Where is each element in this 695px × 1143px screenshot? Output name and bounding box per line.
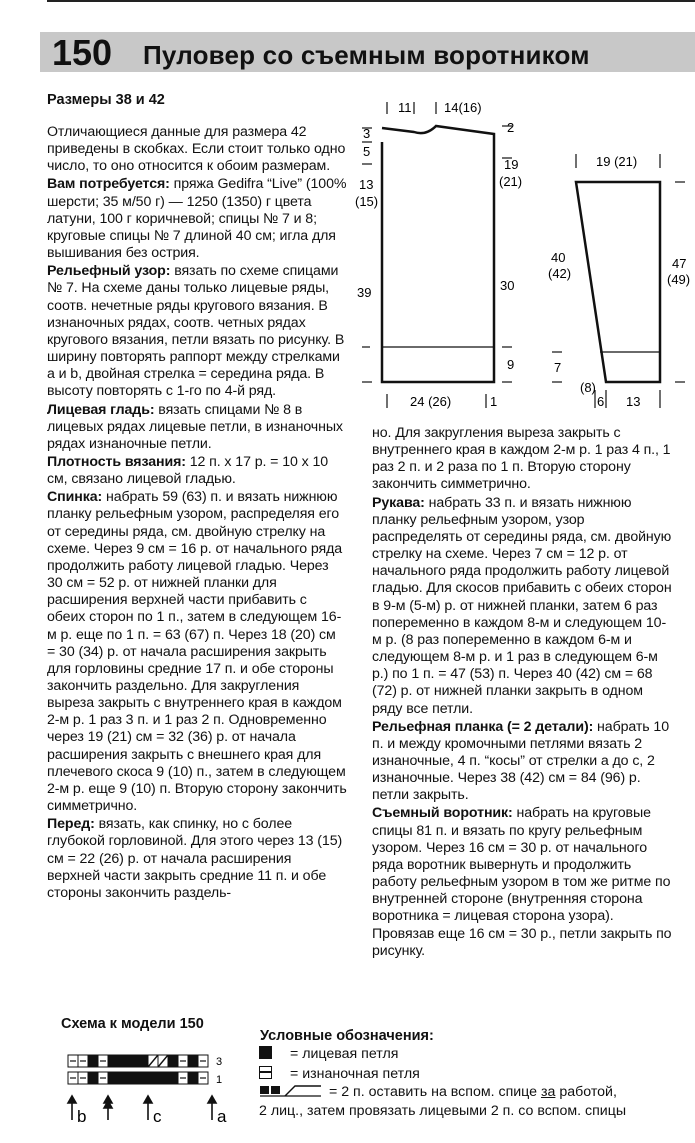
front-label: Перед: bbox=[47, 816, 95, 833]
sleeve-dim-7: 7 bbox=[554, 360, 562, 375]
chart-grid bbox=[68, 1055, 208, 1084]
collar-label: Съемный воротник: bbox=[372, 805, 513, 822]
right-column bbox=[372, 425, 674, 960]
sleeves-label: Рукава: bbox=[372, 494, 425, 511]
stitch-chart bbox=[64, 1052, 244, 1128]
cable-symbol-icon bbox=[259, 1084, 323, 1098]
arrow-label-c: c bbox=[153, 1107, 162, 1126]
chart-cell bbox=[88, 1072, 98, 1084]
legend-cable-text-b: работой, bbox=[555, 1084, 617, 1100]
dim-top-right: 14(16) bbox=[444, 100, 482, 115]
arrow-label-a: a bbox=[217, 1107, 227, 1126]
chart-cell bbox=[168, 1055, 178, 1067]
chart-cell bbox=[128, 1055, 138, 1067]
sizes-heading: Размеры 38 и 42 bbox=[47, 92, 165, 108]
dim-top-left: 11 bbox=[398, 100, 412, 115]
intro-paragraph: Отличающиеся данные для размера 42 приведены в скобках. Если стоит только одно число, то оно относится к обоим размерам. bbox=[47, 124, 346, 175]
gauge-paragraph bbox=[47, 454, 347, 488]
legend-purl-text: = изнаночная петля bbox=[290, 1066, 420, 1082]
dim-right-9: 9 bbox=[507, 357, 515, 372]
dim-bottom-width: 24 (26) bbox=[410, 394, 452, 409]
chart-cell bbox=[128, 1072, 138, 1084]
scheme-title: Схема к модели 150 bbox=[61, 1016, 204, 1032]
dim-left-3: 3 bbox=[363, 126, 371, 141]
page-title: Пуловер со съемным воротником bbox=[143, 40, 590, 70]
legend-cable-text-a: = 2 п. оставить на вспом. спице bbox=[329, 1084, 541, 1100]
materials-paragraph bbox=[47, 176, 347, 262]
stockinette-paragraph bbox=[47, 402, 347, 453]
chart-cell bbox=[138, 1055, 148, 1067]
dim-left-39: 39 bbox=[357, 285, 372, 300]
front-paragraph bbox=[47, 816, 347, 902]
sleeve-dim-8: (8) bbox=[580, 380, 596, 395]
sleeve-dim-13: 13 bbox=[626, 394, 641, 409]
front-text: вязать, как спинку, но с более глубокой горловиной. Для этого через 13 (15) см = 22 (26) р. от начала расширения верхней части закрыть средние 11 п. и обе стороны закончить раздель- bbox=[47, 816, 343, 901]
top-rule bbox=[47, 0, 695, 2]
arrow-label-b: b bbox=[77, 1107, 87, 1126]
relief-label: Рельефный узор: bbox=[47, 263, 171, 280]
knit-symbol-icon bbox=[259, 1046, 272, 1059]
sleeve-dim-42: (42) bbox=[548, 266, 572, 281]
legend-cable-underlined: за bbox=[540, 1084, 556, 1100]
relief-paragraph bbox=[47, 263, 347, 400]
chart-cell bbox=[188, 1055, 198, 1067]
dim-right-21: (21) bbox=[499, 174, 523, 189]
chart-cell bbox=[158, 1072, 168, 1084]
chart-cell bbox=[118, 1072, 128, 1084]
dim-left-15: (15) bbox=[355, 194, 379, 209]
legend-knit bbox=[259, 1046, 398, 1063]
sleeve-dim-6: 6 bbox=[597, 394, 605, 409]
sleeve-dim-top: 19 (21) bbox=[596, 154, 638, 169]
chart-cell bbox=[138, 1072, 148, 1084]
sleeve-dim-49: (49) bbox=[667, 272, 691, 287]
dim-right-2: 2 bbox=[507, 120, 515, 135]
sleeve-pattern-diagram bbox=[540, 150, 695, 415]
purl-symbol-icon bbox=[259, 1066, 272, 1079]
sleeve-dim-47: 47 bbox=[672, 256, 687, 271]
legend-purl bbox=[259, 1066, 420, 1083]
band-label: Рельефная планка (= 2 детали): bbox=[372, 718, 594, 735]
materials-label: Вам потребуется: bbox=[47, 176, 170, 193]
chart-cell bbox=[118, 1055, 128, 1067]
back-text: набрать 59 (63) п. и вязать нижнюю планку рельефным узором, распределяя его от середины ряда, см. двойную стрелку на схеме. Через 9 см = 16 р. от начального ряда продолжить работу лицевой гладью. Через 30 см = 52 р. от нижней планки для расширения верхней части прибавить с обеих сторон по 1 п., затем в следующем 16-м р. еще по 1 п. = 63 (67) п. Через 18 (20) см = 30 (34) р. от начала расширения закрыть для горловины средние 17 п. и обе стороны закончить раздельно. Для закругления выреза закрыть с внутреннего края в каждом 2-м р. 1 раз 3 п. и 1 раз 2 п. Одновременно через 19 (21) см = 32 (36) р. от начала расширения закрыть с внешнего края для плечевого скоса 9 (10) п., затем в следующем 2-м р. еще 9 (10) п. Вторую сторону закончить симметрично. bbox=[47, 489, 347, 815]
legend-title: Условные обозначения: bbox=[260, 1028, 434, 1044]
stockinette-label: Лицевая гладь: bbox=[47, 401, 155, 418]
sleeves-paragraph bbox=[372, 495, 674, 718]
dim-bottom-one: 1 bbox=[490, 394, 498, 409]
chart-cell bbox=[88, 1055, 98, 1067]
back-paragraph bbox=[47, 489, 347, 815]
chart-cell bbox=[188, 1072, 198, 1084]
chart-cell bbox=[168, 1072, 178, 1084]
collar-paragraph bbox=[372, 805, 674, 959]
relief-text: вязать по схеме спицами № 7. На схеме даны только лицевые ряды, соотв. нечетные ряды кругового вязания. В изнаночных рядах, соотв. четных рядах кругового вязания, петли вязать по рисунку. В ширину повторять раппорт между стрелками a и b, двойная стрелка = середина ряда. В высоту повторять с 1-го по 4-й ряд. bbox=[47, 263, 345, 400]
legend-cable-line2: 2 лиц., затем провязать лицевыми 2 п. со вспом. спицы bbox=[259, 1103, 627, 1119]
dim-left-13: 13 bbox=[359, 177, 374, 192]
front-continuation: но. Для закругления выреза закрыть с внутреннего края в каждом 2-м р. 1 раз 4 п., 1 раз 2 п. и 2 раза по 1 п. Вторую сторону закончить симметрично. bbox=[372, 425, 671, 493]
back-label: Спинка: bbox=[47, 489, 103, 506]
sleeves-text: набрать 33 п. и вязать нижнюю планку рельефным узором, узор распределять от середины ряда, см. двойную стрелку на схеме. Через 7 см = 12 р. от начального ряда продолжить работу лицевой гладью. Для скосов прибавить с обеих сторон в 9-м (5-м) р. от нижней планки, затем 6 раз попеременно в каждом 8-м и следующем 10-м р. (8 раз попеременно в каждом 6-м и следующем 8-м р. и 1 раз в следующем 6-м р.) по 1 п. = 47 (53) п. Через 40 (42) см = 68 (72) р. от нижней планки закрыть в одном ряду все петли. bbox=[372, 494, 672, 717]
legend-knit-text: = лицевая петля bbox=[290, 1046, 399, 1062]
model-number: 150 bbox=[52, 32, 113, 73]
materials-text: пряжа Gedifra “Live” (100% шерсти; 35 м/50 г) — 1250 (1350) г цвета латуни, 100 г коричневой; спицы № 7 и 8; круговые спицы № 7 длиной 40 см; игла для вышивания без острия. bbox=[47, 176, 347, 262]
band-paragraph bbox=[372, 719, 674, 805]
collar-text: набрать на круговые спицы 81 п. и вязать по кругу рельефным узором. Через 16 см = 30 р. от начального ряда воротник вывернуть и продолжить работу рельефным узором в том же ритме по внутренней стороне (внутренняя сторона воротника = лицевая сторона узора). Провязав еще 16 см = 30 р., петли закрыть по рисунку. bbox=[372, 805, 672, 959]
gauge-text: 12 п. х 17 р. = 10 х 10 см, связано лицевой гладью. bbox=[47, 453, 329, 488]
stockinette-text: вязать спицами № 8 в лицевых рядах лицевые петли, в изнаночных рядах изнаночные петли. bbox=[47, 401, 343, 452]
dim-right-19: 19 bbox=[504, 157, 519, 172]
body-pattern-diagram bbox=[352, 92, 527, 422]
dim-left-5: 5 bbox=[363, 144, 371, 159]
band-text: набрать 10 п. и между кромочными петлями вязать 2 изнаночные, 4 п. “косы” от стрелки a до c, 2 изнаночные. Через 38 (42) см = 84 (96) р. петли закрыть. bbox=[372, 718, 669, 804]
legend-cable bbox=[259, 1084, 617, 1101]
row-label-1: 1 bbox=[216, 1074, 223, 1086]
chart-cell bbox=[148, 1072, 158, 1084]
body-outline bbox=[382, 126, 494, 382]
chart-cell bbox=[108, 1072, 118, 1084]
chart-cell bbox=[108, 1055, 118, 1067]
dim-right-30: 30 bbox=[500, 278, 515, 293]
left-column bbox=[47, 124, 347, 902]
sleeve-dim-40: 40 bbox=[551, 250, 566, 265]
gauge-label: Плотность вязания: bbox=[47, 453, 186, 470]
row-label-3: 3 bbox=[216, 1056, 223, 1068]
